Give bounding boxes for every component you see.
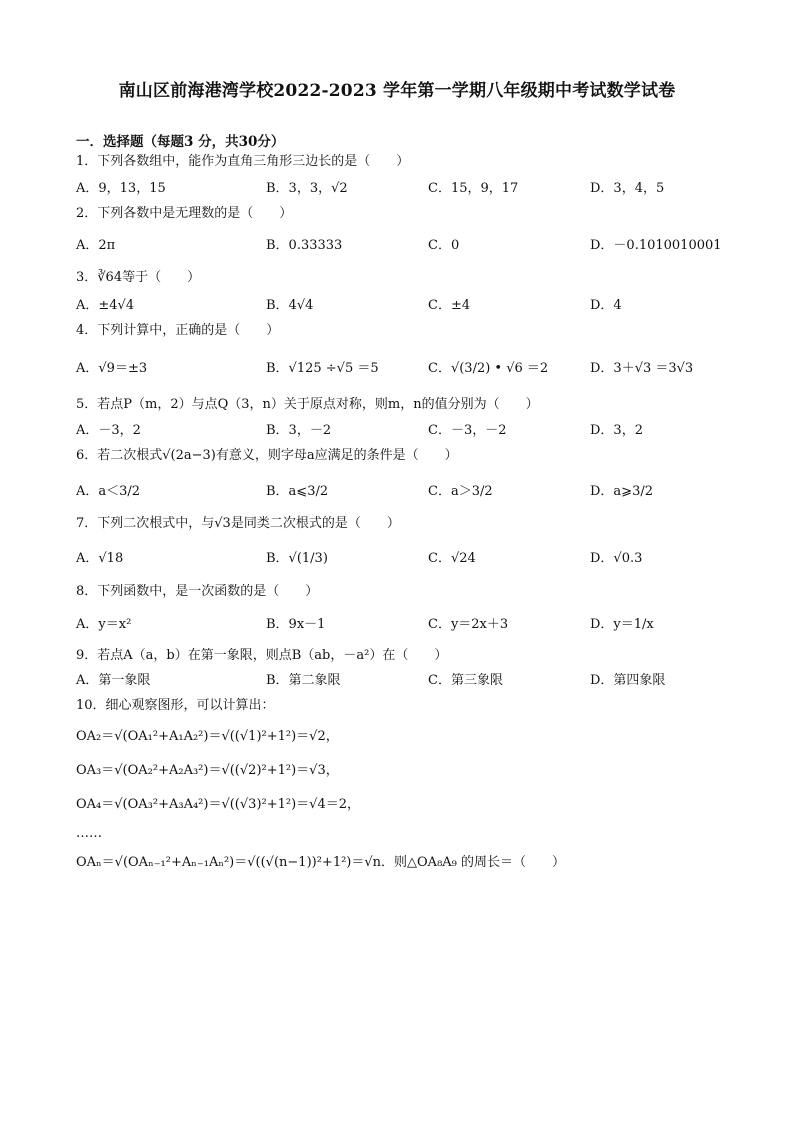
q1-option-c: C．15，9，17 <box>428 181 519 196</box>
question-6-stem: 6．若二次根式√(2a−3)有意义，则字母a应满足的条件是（ ） <box>76 448 458 463</box>
question-3-stem: 3．∛64等于（ ） <box>76 270 201 285</box>
question-7-stem: 7．下列二次根式中，与√3是同类二次根式的是（ ） <box>76 516 400 531</box>
q8-option-b: B．9x－1 <box>266 617 326 632</box>
q5-option-b: B．3，－2 <box>266 423 332 438</box>
q9-option-d: D．第四象限 <box>590 673 666 688</box>
q7-option-d: D．√0.3 <box>590 551 643 566</box>
q3-option-c: C．±4 <box>428 298 471 313</box>
q3-option-d: D．4 <box>590 298 622 313</box>
q9-option-c: C．第三象限 <box>428 673 503 688</box>
q9-option-a: A．第一象限 <box>76 673 151 688</box>
q10-equation-line: OA₄＝√(OA₃²+A₃A₄²)＝√((√3)²+1²)＝√4＝2， <box>76 797 360 812</box>
q8-option-a: A．y＝x² <box>76 617 132 632</box>
q4-option-a: A．√9＝±3 <box>76 361 148 376</box>
q2-option-c: C．0 <box>428 238 460 253</box>
section-heading: 一．选择题（每题3 分，共30分） <box>76 134 285 150</box>
q8-option-c: C．y＝2x＋3 <box>428 617 509 632</box>
exam-title: 南山区前海港湾学校2022-2023 学年第一学期八年级期中考试数学试卷 <box>118 81 676 101</box>
q2-option-b: B．0.33333 <box>266 238 343 253</box>
q1-option-d: D．3，4，5 <box>590 181 665 196</box>
q7-option-c: C．√24 <box>428 551 476 566</box>
q7-option-b: B．√(1/3) <box>266 551 328 566</box>
q6-option-d: D．a⩾3/2 <box>590 484 653 499</box>
question-4-stem: 4．下列计算中，正确的是（ ） <box>76 323 280 338</box>
question-1-stem: 1．下列各数组中，能作为直角三角形三边长的是（ ） <box>76 154 410 169</box>
q3-option-b: B．4√4 <box>266 298 314 313</box>
q6-option-a: A．a＜3/2 <box>76 484 141 499</box>
q10-equation-line: OA₃＝√(OA₂²+A₂A₃²)＝√((√2)²+1²)＝√3， <box>76 763 339 778</box>
question-10-stem: 10．细心观察图形，可以计算出： <box>76 698 275 713</box>
q1-option-b: B．3，3，√2 <box>266 181 348 196</box>
question-9-stem: 9．若点A（a，b）在第一象限，则点B（ab，－a²）在（ ） <box>76 648 448 663</box>
q4-option-c: C．√(3/2) • √6 ＝2 <box>428 361 549 376</box>
q4-option-d: D．3＋√3 ＝3√3 <box>590 361 694 376</box>
question-8-stem: 8．下列函数中，是一次函数的是（ ） <box>76 584 319 599</box>
q1-option-a: A．9，13，15 <box>76 181 166 196</box>
q5-option-a: A．－3，2 <box>76 423 141 438</box>
q7-option-a: A．√18 <box>76 551 124 566</box>
question-2-stem: 2．下列各数中是无理数的是（ ） <box>76 206 293 221</box>
q2-option-a: A．2π <box>76 238 116 253</box>
q4-option-b: B．√125 ÷√5 ＝5 <box>266 361 379 376</box>
q5-option-c: C．－3，－2 <box>428 423 507 438</box>
q6-option-b: B．a⩽3/2 <box>266 484 329 499</box>
q2-option-d: D．－0.1010010001 <box>590 238 722 253</box>
q3-option-a: A．±4√4 <box>76 298 135 313</box>
q5-option-d: D．3，2 <box>590 423 643 438</box>
q10-equation-line: OAₙ＝√(OAₙ₋₁²+Aₙ₋₁Aₙ²)＝√((√(n−1))²+1²)＝√n．则△OA₈A₉ 的周长＝（ ） <box>76 855 566 870</box>
q10-equation-line: OA₂＝√(OA₁²+A₁A₂²)＝√((√1)²+1²)＝√2， <box>76 729 339 744</box>
question-5-stem: 5．若点P（m，2）与点Q（3，n）关于原点对称，则m，n的值分别为（ ） <box>76 397 539 412</box>
q9-option-b: B．第二象限 <box>266 673 341 688</box>
q8-option-d: D．y＝1/x <box>590 617 654 632</box>
q6-option-c: C．a＞3/2 <box>428 484 493 499</box>
q10-ellipsis: …… <box>76 826 102 841</box>
